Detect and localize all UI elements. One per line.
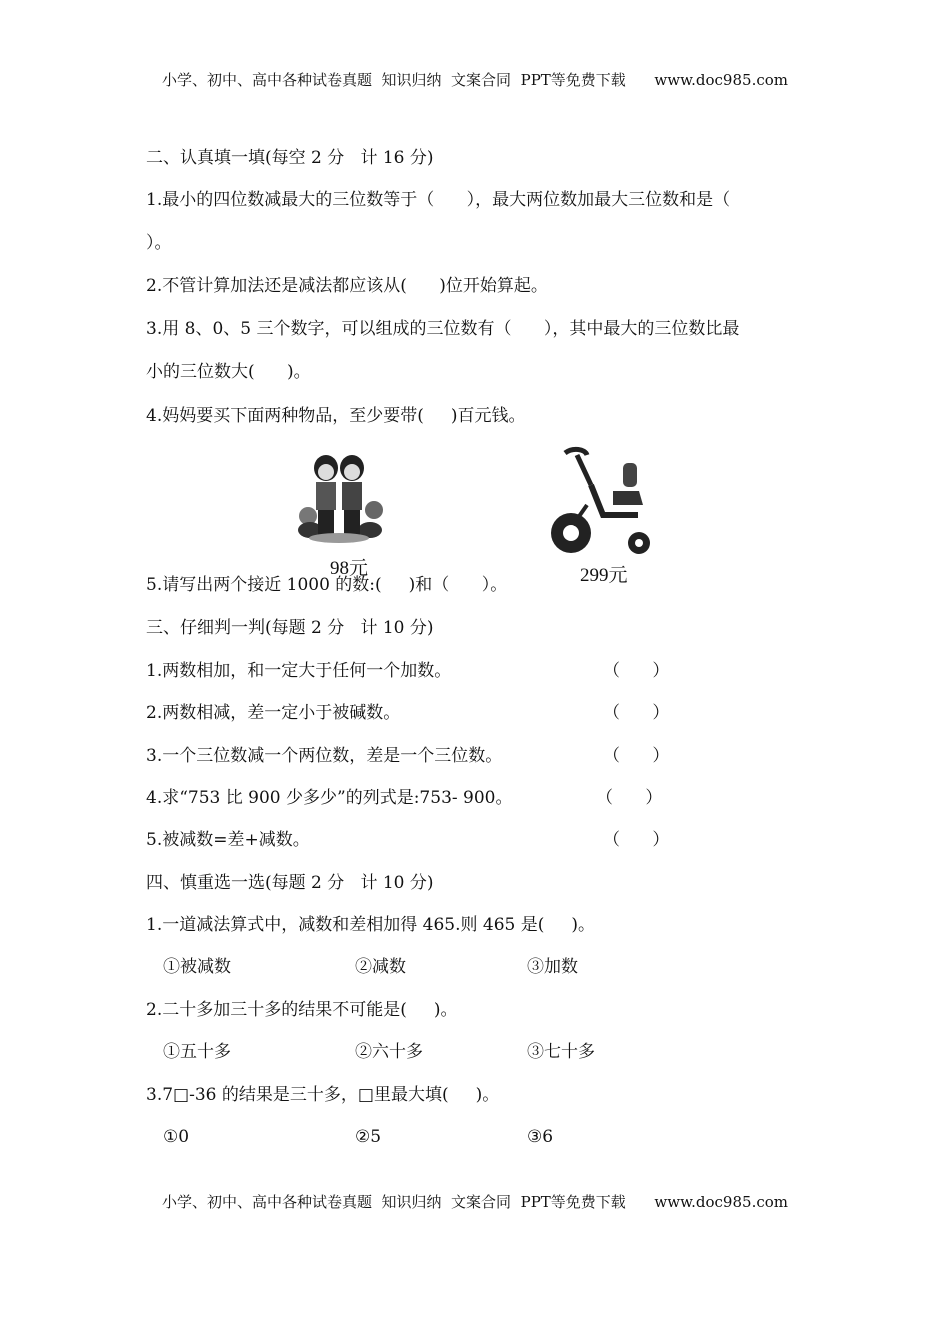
choice-3-option-3: ③6 xyxy=(527,1127,554,1147)
choice-question-2: 2.二十多加三十多的结果不可能是( )。 xyxy=(146,1000,458,1020)
dolls-price: 98元 xyxy=(330,558,369,579)
judge-paren-2: （ ） xyxy=(603,703,670,723)
judge-paren-1: （ ） xyxy=(603,661,670,681)
question-2-3-line-1: 3.用 8、0、5 三个数字，可以组成的三位数有（ ），其中最大的三位数比最 xyxy=(146,319,740,339)
question-2-1-line-2: ）。 xyxy=(146,233,172,253)
choice-1-option-3: ③加数 xyxy=(527,957,578,977)
question-2-5: 5.请写出两个接近 1000 的数:( )和（ ）。 xyxy=(146,575,508,595)
page-header: 小学、初中、高中各种试卷真题 知识归纳 文案合同 PPT等免费下载 www.doc985.com xyxy=(161,71,788,89)
section-2-title: 二、认真填一填(每空 2 分 计 16 分) xyxy=(146,148,434,168)
judge-paren-5: （ ） xyxy=(603,830,670,850)
judge-paren-3: （ ） xyxy=(603,746,670,766)
question-2-3-line-2: 小的三位数大( )。 xyxy=(146,362,311,382)
choice-question-1: 1.一道减法算式中，减数和差相加得 465.则 465 是( )。 xyxy=(146,915,596,935)
question-2-2: 2.不管计算加法还是减法都应该从( )位开始算起。 xyxy=(146,276,548,296)
judge-paren-4: （ ） xyxy=(596,788,663,808)
judge-item-4: 4.求“753 比 900 少多少”的列式是:753- 900。 xyxy=(146,788,513,808)
judge-item-2: 2.两数相减，差一定小于被碱数。 xyxy=(146,703,401,723)
question-2-4: 4.妈妈要买下面两种物品，至少要带( )百元钱。 xyxy=(146,406,526,426)
choice-3-option-2: ②5 xyxy=(355,1127,382,1147)
tricycle-price: 299元 xyxy=(580,565,628,586)
section-3-title: 三、仔细判一判(每题 2 分 计 10 分) xyxy=(146,618,434,638)
judge-item-3: 3.一个三位数减一个两位数，差是一个三位数。 xyxy=(146,746,503,766)
question-2-1-line-1: 1.最小的四位数减最大的三位数等于（ ），最大两位数加最大三位数和是（ xyxy=(146,190,731,210)
section-4-title: 四、慎重选一选(每题 2 分 计 10 分) xyxy=(146,873,434,893)
judge-item-1: 1.两数相加，和一定大于任何一个加数。 xyxy=(146,661,452,681)
dolls-image xyxy=(290,450,390,550)
choice-1-option-2: ②减数 xyxy=(355,957,406,977)
page-footer: 小学、初中、高中各种试卷真题 知识归纳 文案合同 PPT等免费下载 www.doc985.com xyxy=(161,1193,788,1211)
choice-2-option-2: ②六十多 xyxy=(355,1042,423,1062)
choice-1-option-1: ①被减数 xyxy=(163,957,231,977)
choice-2-option-1: ①五十多 xyxy=(163,1042,231,1062)
choice-2-option-3: ③七十多 xyxy=(527,1042,595,1062)
tricycle-image xyxy=(543,445,653,560)
choice-3-option-1: ①0 xyxy=(163,1127,190,1147)
choice-question-3: 3.7□-36 的结果是三十多，□里最大填( )。 xyxy=(146,1085,500,1105)
judge-item-5: 5.被减数=差+减数。 xyxy=(146,830,310,850)
